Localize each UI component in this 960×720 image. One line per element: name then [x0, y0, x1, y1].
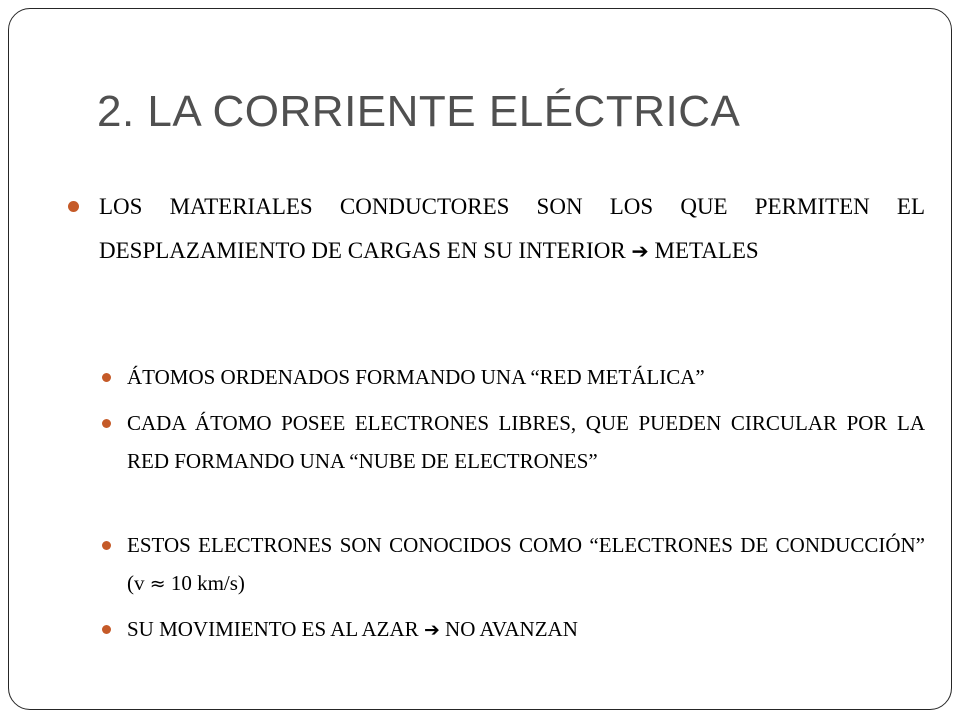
sub-bullet-3-text: ESTOS ELECTRONES SON CONOCIDOS COMO “ELECTRONES DE CONDUCCIÓN” (v [127, 533, 925, 595]
sub-bullet-1 [127, 358, 925, 396]
sub-bullet-2-text: CADA ÁTOMO POSEE ELECTRONES LIBRES, QUE PUEDEN CIRCULAR POR LA RED FORMANDO UNA “NUBE DE ELECTRONES” [127, 411, 925, 473]
arrow-right-icon: ➔ [631, 239, 649, 263]
sub-bullet-2 [127, 404, 925, 480]
arrow-right-icon: ➔ [423, 619, 440, 641]
main-bullet-result: METALES [654, 238, 759, 263]
sub-bullet-4 [127, 610, 925, 649]
sub-bullet-4-result: NO AVANZAN [445, 617, 578, 641]
slide [8, 8, 952, 710]
slide-title: 2. LA CORRIENTE ELÉCTRICA [97, 87, 741, 136]
sub-bullet-3-speed: 10 km/s) [165, 571, 245, 595]
main-bullet-text: LOS MATERIALES CONDUCTORES SON LOS QUE PERMITEN EL DESPLAZAMIENTO DE CARGAS EN SU INTERIOR [99, 194, 925, 263]
sub-bullet-4-text: SU MOVIMIENTO ES AL AZAR [127, 617, 419, 641]
sub-bullet-1-text: ÁTOMOS ORDENADOS FORMANDO UNA “RED METÁLICA” [127, 365, 705, 389]
sub-bullet-3 [127, 526, 925, 603]
approx-symbol: ≈ [149, 573, 166, 595]
main-bullet [99, 185, 925, 273]
